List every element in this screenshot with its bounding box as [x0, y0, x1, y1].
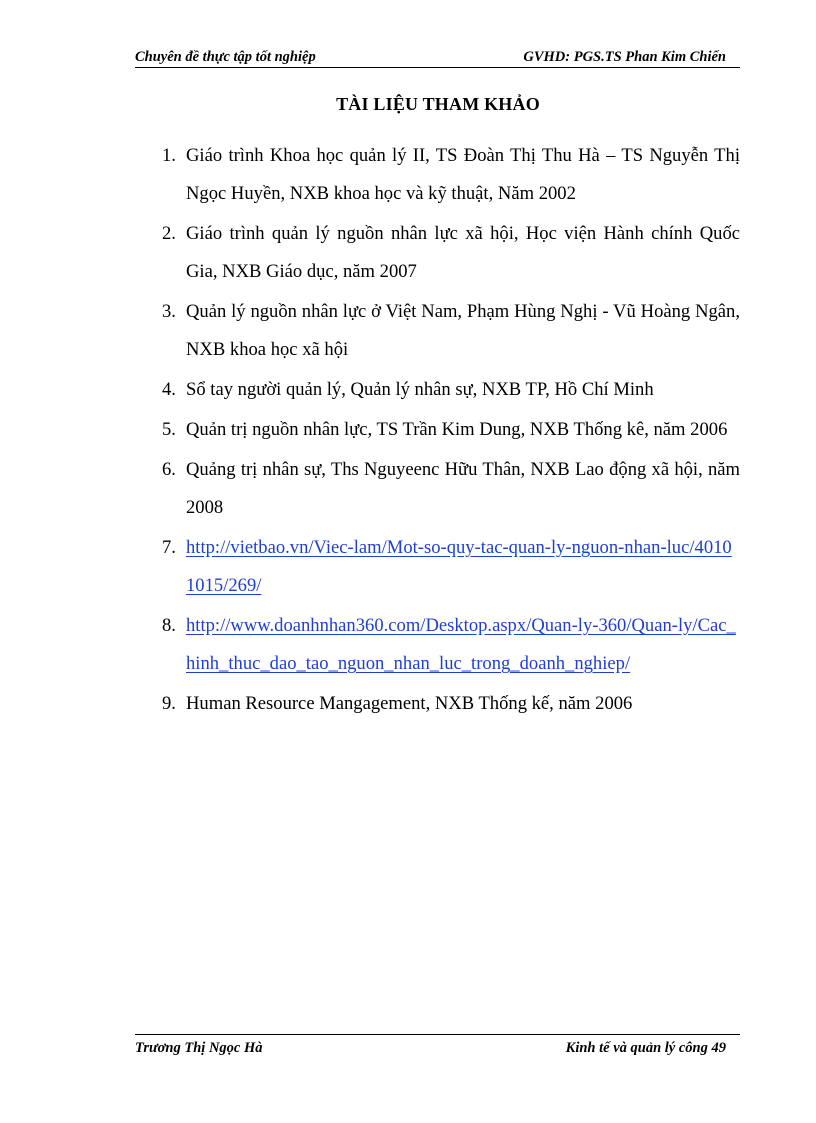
- reference-item: [162, 607, 740, 683]
- page-title: TÀI LIỆU THAM KHẢO: [336, 94, 540, 114]
- reference-link-doanhnhan360[interactable]: http://www.doanhnhan360.com/Desktop.aspx/Quan-ly-360/Quan-ly/Cac_hinh_thuc_dao_tao_nguon_nhan_luc_trong_doanh_nghiep/: [186, 615, 736, 674]
- reference-list: [162, 137, 740, 725]
- header-advisor: GVHD: PGS.TS Phan Kim Chiến: [523, 49, 726, 65]
- reference-link-vietbao[interactable]: http://vietbao.vn/Viec-lam/Mot-so-quy-tac-quan-ly-nguon-nhan-luc/40101015/269/: [186, 537, 732, 596]
- reference-text: Human Resource Mangagement, NXB Thống kế, năm 2006: [186, 693, 633, 714]
- reference-number: 1.: [162, 145, 176, 166]
- page-footer: [135, 1034, 740, 1056]
- reference-text: Giáo trình Khoa học quản lý II, TS Đoàn Thị Thu Hà – TS Nguyễn Thị Ngọc Huyền, NXB khoa học và kỹ thuật, Năm 2002: [186, 145, 740, 204]
- reference-item: [162, 293, 740, 369]
- reference-number: 6.: [162, 459, 176, 480]
- reference-text: Quản lý nguồn nhân lực ở Việt Nam, Phạm Hùng Nghị - Vũ Hoàng Ngân, NXB khoa học xã hội: [186, 301, 740, 360]
- reference-number: 2.: [162, 223, 176, 244]
- footer-department-page: Kinh tế và quản lý công 49: [565, 1040, 726, 1056]
- page-header: [135, 48, 740, 68]
- reference-text: Sổ tay người quản lý, Quản lý nhân sự, NXB TP, Hồ Chí Minh: [186, 379, 654, 400]
- reference-text: Quảng trị nhân sự, Ths Nguyeenc Hữu Thân, NXB Lao động xã hội, năm 2008: [186, 459, 740, 518]
- reference-text: Giáo trình quản lý nguồn nhân lực xã hội, Học viện Hành chính Quốc Gia, NXB Giáo dục, năm 2007: [186, 223, 740, 282]
- reference-number: 4.: [162, 379, 176, 400]
- reference-item: [162, 411, 740, 449]
- reference-number: 9.: [162, 693, 176, 714]
- reference-item: [162, 137, 740, 213]
- reference-item: [162, 685, 740, 723]
- reference-item: [162, 215, 740, 291]
- footer-author: Trương Thị Ngọc Hà: [135, 1040, 263, 1056]
- reference-item: [162, 451, 740, 527]
- reference-number: 3.: [162, 301, 176, 322]
- reference-number: 8.: [162, 615, 176, 636]
- reference-text: Quản trị nguồn nhân lực, TS Trần Kim Dung, NXB Thống kê, năm 2006: [186, 419, 728, 440]
- reference-number: 7.: [162, 537, 176, 558]
- reference-number: 5.: [162, 419, 176, 440]
- reference-item: [162, 371, 740, 409]
- header-document-type: Chuyên đề thực tập tốt nghiệp: [135, 49, 316, 65]
- reference-item: [162, 529, 740, 605]
